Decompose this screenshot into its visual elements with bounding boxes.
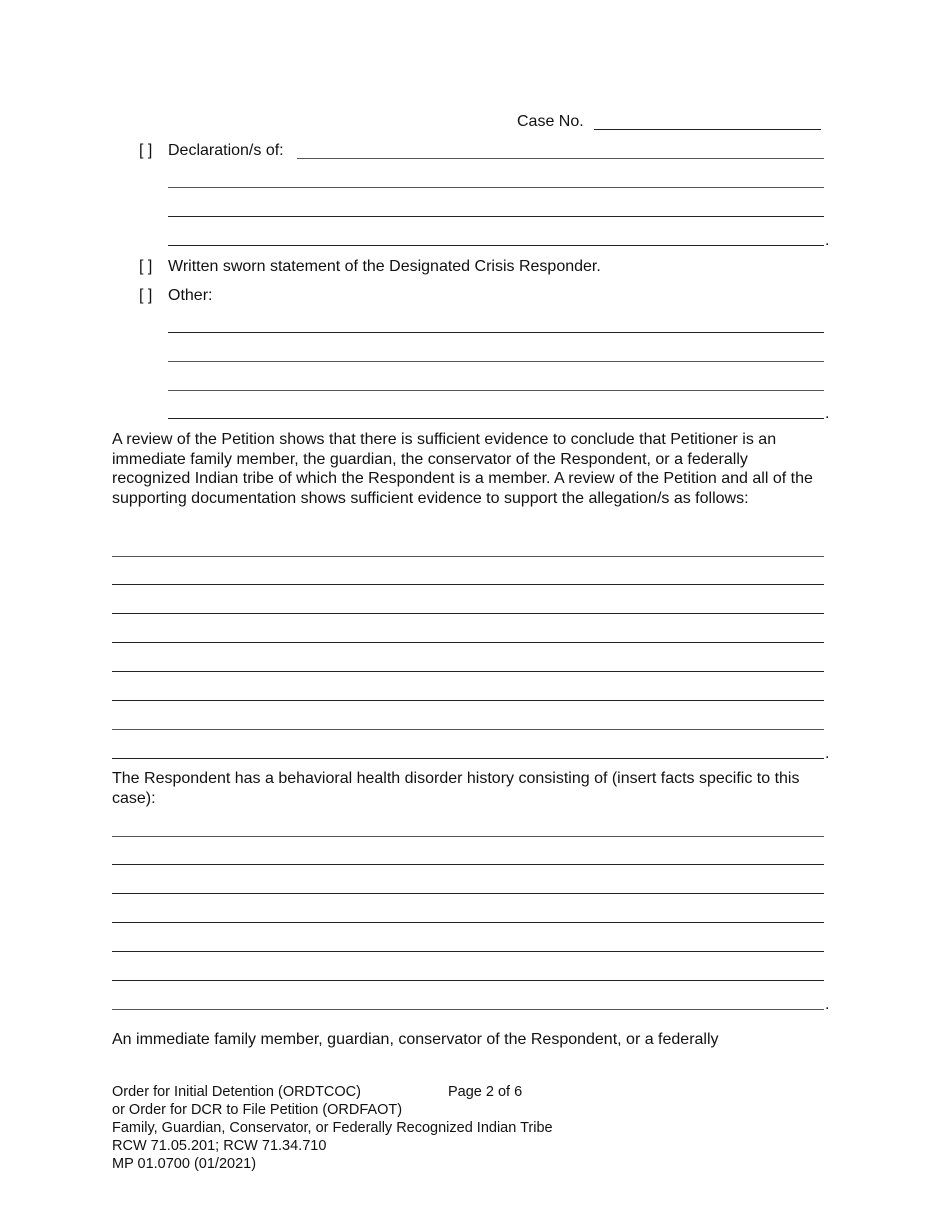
declaration-line[interactable] [168, 187, 824, 188]
declaration-line[interactable] [168, 216, 824, 217]
footer-page-number: Page 2 of 6 [448, 1084, 523, 1100]
footer-alt-title: or Order for DCR to File Petition (ORDFAOT) [112, 1102, 403, 1118]
case-no-label: Case No. [517, 113, 584, 130]
declaration-label: Declaration/s of: [168, 142, 284, 159]
allegation-period: . [825, 745, 830, 762]
allegation-line[interactable] [112, 613, 824, 614]
case-no-field[interactable] [594, 129, 821, 130]
footer-form-title: Order for Initial Detention (ORDTCOC) [112, 1084, 361, 1100]
footer-form-code: MP 01.0700 (01/2021) [112, 1156, 257, 1172]
allegation-line[interactable] [112, 671, 824, 672]
other-line[interactable] [168, 390, 824, 391]
closing-paragraph: An immediate family member, guardian, conservator of the Respondent, or a federally [112, 1031, 719, 1048]
declaration-period: . [825, 232, 830, 249]
declaration-checkbox[interactable]: [ ] [139, 142, 153, 159]
footer-petitioner-types: Family, Guardian, Conservator, or Federally Recognized Indian Tribe [112, 1120, 553, 1136]
footer-rcw: RCW 71.05.201; RCW 71.34.710 [112, 1138, 327, 1154]
allegation-line[interactable] [112, 584, 824, 585]
history-line[interactable] [112, 980, 824, 981]
history-paragraph: The Respondent has a behavioral health disorder history consisting of (insert facts specific to this case): [112, 770, 800, 807]
allegation-line[interactable] [112, 758, 824, 759]
history-line[interactable] [112, 893, 824, 894]
other-label: Other: [168, 287, 213, 304]
written-statement-label: Written sworn statement of the Designated Crisis Responder. [168, 258, 601, 275]
allegation-line[interactable] [112, 700, 824, 701]
history-line[interactable] [112, 864, 824, 865]
other-line[interactable] [168, 418, 824, 419]
allegation-line[interactable] [112, 729, 824, 730]
written-statement-checkbox[interactable]: [ ] [139, 258, 153, 275]
other-period: . [825, 405, 830, 422]
other-checkbox[interactable]: [ ] [139, 287, 153, 304]
other-line[interactable] [168, 361, 824, 362]
history-line[interactable] [112, 836, 824, 837]
allegation-line[interactable] [112, 556, 824, 557]
other-line[interactable] [168, 332, 824, 333]
history-period: . [825, 996, 830, 1013]
declaration-line[interactable] [168, 245, 824, 246]
allegation-line[interactable] [112, 642, 824, 643]
history-line[interactable] [112, 922, 824, 923]
review-paragraph: A review of the Petition shows that there is sufficient evidence to conclude that Petitioner is an immediate family member, the guardian, the conservator of the Respondent, or a federally recognized Indian tribe of which the Respondent is a member. A review of the Petition and all of the supporting documentation shows sufficient evidence to support the allegation/s as follows: [112, 431, 813, 507]
history-line[interactable] [112, 1009, 824, 1010]
history-line[interactable] [112, 951, 824, 952]
declaration-line[interactable] [297, 158, 824, 159]
